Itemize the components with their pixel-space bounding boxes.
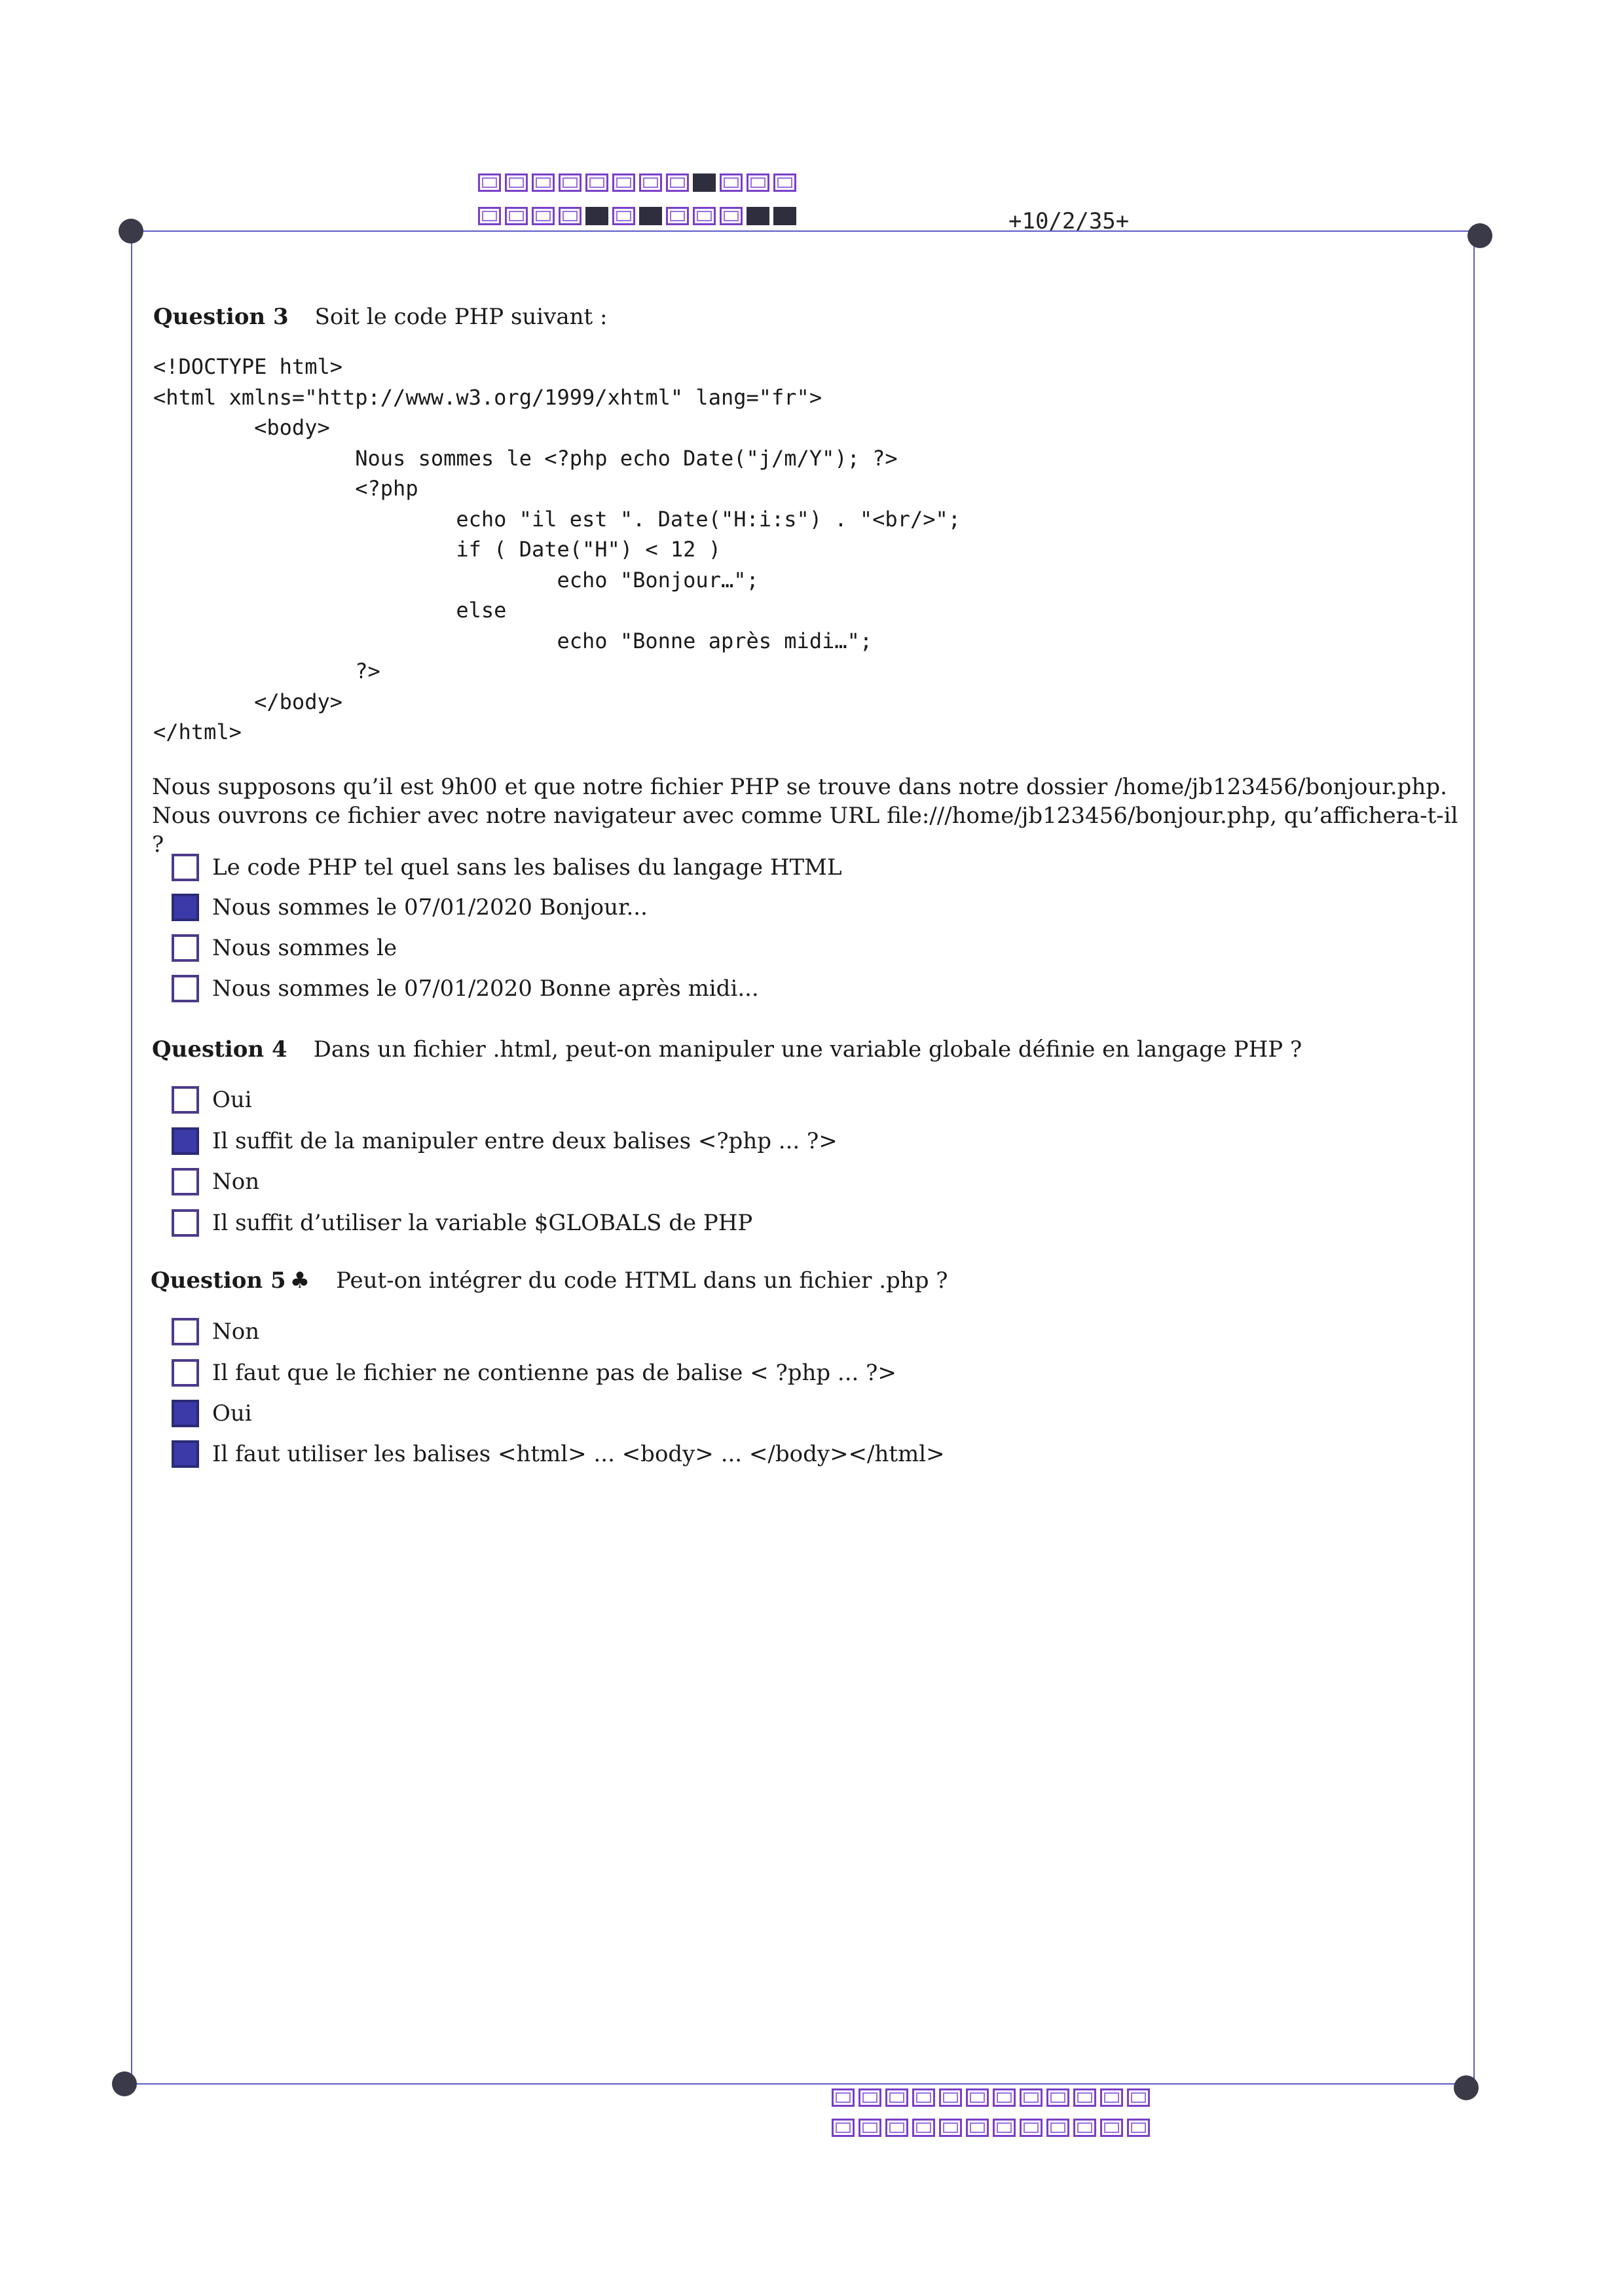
q4-answer-3-text: Non	[212, 1169, 260, 1195]
q4-answer-2	[172, 1127, 838, 1156]
q5-answer-4-checkbox[interactable]	[172, 1440, 199, 1468]
page-code-strip-bottom-1	[832, 2088, 1154, 2107]
q4-answer-1-checkbox[interactable]	[172, 1086, 199, 1114]
frame-left-line	[131, 230, 132, 2083]
q5-answer-3	[172, 1399, 252, 1428]
code-cell	[1046, 2088, 1069, 2107]
code-cell	[858, 2119, 881, 2137]
q3-answer-3-text: Nous sommes le	[212, 935, 397, 961]
q3-answer-2-text: Nous sommes le 07/01/2020 Bonjour...	[212, 894, 648, 920]
code-cell	[1100, 2088, 1123, 2107]
q4-answer-4-text: Il suffit d’utiliser la variable $GLOBALS de PHP	[212, 1210, 753, 1236]
q3-answer-3-checkbox[interactable]	[172, 934, 199, 962]
code-cell	[693, 207, 716, 225]
page-code-strip-bottom-2	[832, 2119, 1154, 2137]
code-cell	[532, 173, 555, 192]
code-cell	[912, 2088, 935, 2107]
question-5-text: Peut-on intégrer du code HTML dans un fichier .php ?	[336, 1267, 948, 1294]
code-cell	[832, 2119, 855, 2137]
code-cell	[885, 2088, 908, 2107]
question-4-heading	[152, 1035, 1302, 1064]
php-code-block: <!DOCTYPE html> <html xmlns="http://www.w3.org/1999/xhtml" lang="fr"> <body> Nous sommes le <?php echo Date("j/m/Y"); ?> <?php echo "il est ". Date("H:i:s") . "<br/>"; if ( Date("H") < 12 ) echo "Bonjour…"; else echo "Bonne après midi…"; ?> </body> </html>	[153, 354, 961, 744]
q5-answer-1	[172, 1317, 259, 1346]
page-id: +10/2/35+	[1008, 208, 1130, 234]
club-icon: ♣	[289, 1267, 310, 1294]
code-cell	[612, 173, 635, 192]
q4-answer-1	[172, 1085, 252, 1114]
page-code-strip-top-1	[478, 173, 800, 192]
code-cell	[939, 2119, 962, 2137]
q5-answer-2-text: Il faut que le fichier ne contienne pas de balise < ?php ... ?>	[212, 1360, 896, 1386]
q3-answer-1-text: Le code PHP tel quel sans les balises du langage HTML	[212, 854, 842, 881]
corner-mark-top-left	[119, 219, 143, 244]
q3-answer-2	[172, 893, 648, 922]
code-cell	[478, 207, 501, 225]
q5-answer-4	[172, 1440, 945, 1468]
q3-answer-3	[172, 934, 397, 962]
corner-mark-top-right	[1467, 223, 1492, 248]
code-cell	[1020, 2088, 1043, 2107]
code-cell	[1073, 2088, 1096, 2107]
code-cell	[612, 207, 635, 225]
q3-answer-4-text: Nous sommes le 07/01/2020 Bonne après midi...	[212, 975, 759, 1002]
code-cell	[912, 2119, 935, 2137]
q4-answer-4	[172, 1209, 752, 1237]
q5-answer-4-text: Il faut utiliser les balises <html> ... <body> ... </body></html>	[212, 1441, 945, 1467]
question-5-heading	[151, 1266, 948, 1295]
question-5-label	[151, 1267, 310, 1294]
code-cell	[559, 207, 581, 225]
question-4-text: Dans un fichier .html, peut-on manipuler une variable globale définie en langage PHP ?	[313, 1036, 1302, 1063]
code-cell	[585, 207, 608, 225]
code-cell	[666, 173, 689, 192]
code-cell	[858, 2088, 881, 2107]
q3-answer-4-checkbox[interactable]	[172, 975, 199, 1002]
q5-answer-3-text: Oui	[212, 1400, 252, 1427]
code-cell	[639, 173, 662, 192]
code-cell	[666, 207, 689, 225]
code-cell	[693, 173, 716, 192]
q3-answer-4	[172, 974, 759, 1003]
q4-answer-2-checkbox[interactable]	[172, 1127, 199, 1155]
code-cell	[1127, 2088, 1150, 2107]
q4-answer-4-checkbox[interactable]	[172, 1209, 199, 1237]
q4-answer-2-text: Il suffit de la manipuler entre deux balises <?php ... ?>	[212, 1128, 838, 1154]
code-cell	[993, 2119, 1016, 2137]
code-cell	[966, 2119, 989, 2137]
code-cell	[993, 2088, 1016, 2107]
frame-bottom-line	[124, 2083, 1468, 2085]
code-cell	[559, 173, 581, 192]
code-cell	[532, 207, 555, 225]
q5-answer-1-text: Non	[212, 1319, 260, 1345]
q5-answer-2	[172, 1358, 896, 1387]
code-cell	[885, 2119, 908, 2137]
code-cell	[773, 207, 796, 225]
question-3-text: Soit le code PHP suivant :	[314, 304, 608, 330]
code-cell	[1127, 2119, 1150, 2137]
code-cell	[639, 207, 662, 225]
code-cell	[720, 173, 743, 192]
question-5-label-text: Question 5	[151, 1267, 286, 1294]
code-cell	[747, 207, 769, 225]
question-3-label: Question 3	[153, 304, 289, 330]
code-cell	[720, 207, 743, 225]
q3-answer-2-checkbox[interactable]	[172, 894, 199, 921]
code-cell	[773, 173, 796, 192]
q4-answer-1-text: Oui	[212, 1087, 252, 1113]
code-cell	[505, 207, 528, 225]
code-cell	[478, 173, 501, 192]
code-cell	[832, 2088, 855, 2107]
q4-answer-3	[172, 1167, 259, 1196]
code-cell	[1073, 2119, 1096, 2137]
q5-answer-1-checkbox[interactable]	[172, 1318, 199, 1345]
code-cell	[585, 173, 608, 192]
corner-mark-bottom-left	[112, 2071, 137, 2096]
code-cell	[1100, 2119, 1123, 2137]
code-cell	[1046, 2119, 1069, 2137]
code-cell	[939, 2088, 962, 2107]
code-cell	[505, 173, 528, 192]
code-cell	[966, 2088, 989, 2107]
frame-right-line	[1473, 230, 1475, 2083]
question-4-label: Question 4	[152, 1036, 287, 1063]
q5-answer-3-checkbox[interactable]	[172, 1400, 199, 1427]
q3-answer-1	[172, 853, 842, 882]
question-3-paragraph: Nous supposons qu’il est 9h00 et que notre fichier PHP se trouve dans notre dossier /home/jb123456/bonjour.php. Nous ouvrons ce fichier avec notre navigateur avec comme URL file:///home/jb123456/bonjour.php, qu’affichera-t-il ?	[152, 774, 1458, 858]
frame-top-line	[131, 230, 1480, 232]
code-cell	[1020, 2119, 1043, 2137]
page-code-strip-top-2	[478, 207, 800, 225]
corner-mark-bottom-right	[1454, 2075, 1479, 2100]
q5-answer-2-checkbox[interactable]	[172, 1359, 199, 1387]
q4-answer-3-checkbox[interactable]	[172, 1168, 199, 1195]
question-3-heading	[153, 302, 607, 331]
code-cell	[747, 173, 769, 192]
q3-answer-1-checkbox[interactable]	[172, 854, 199, 881]
